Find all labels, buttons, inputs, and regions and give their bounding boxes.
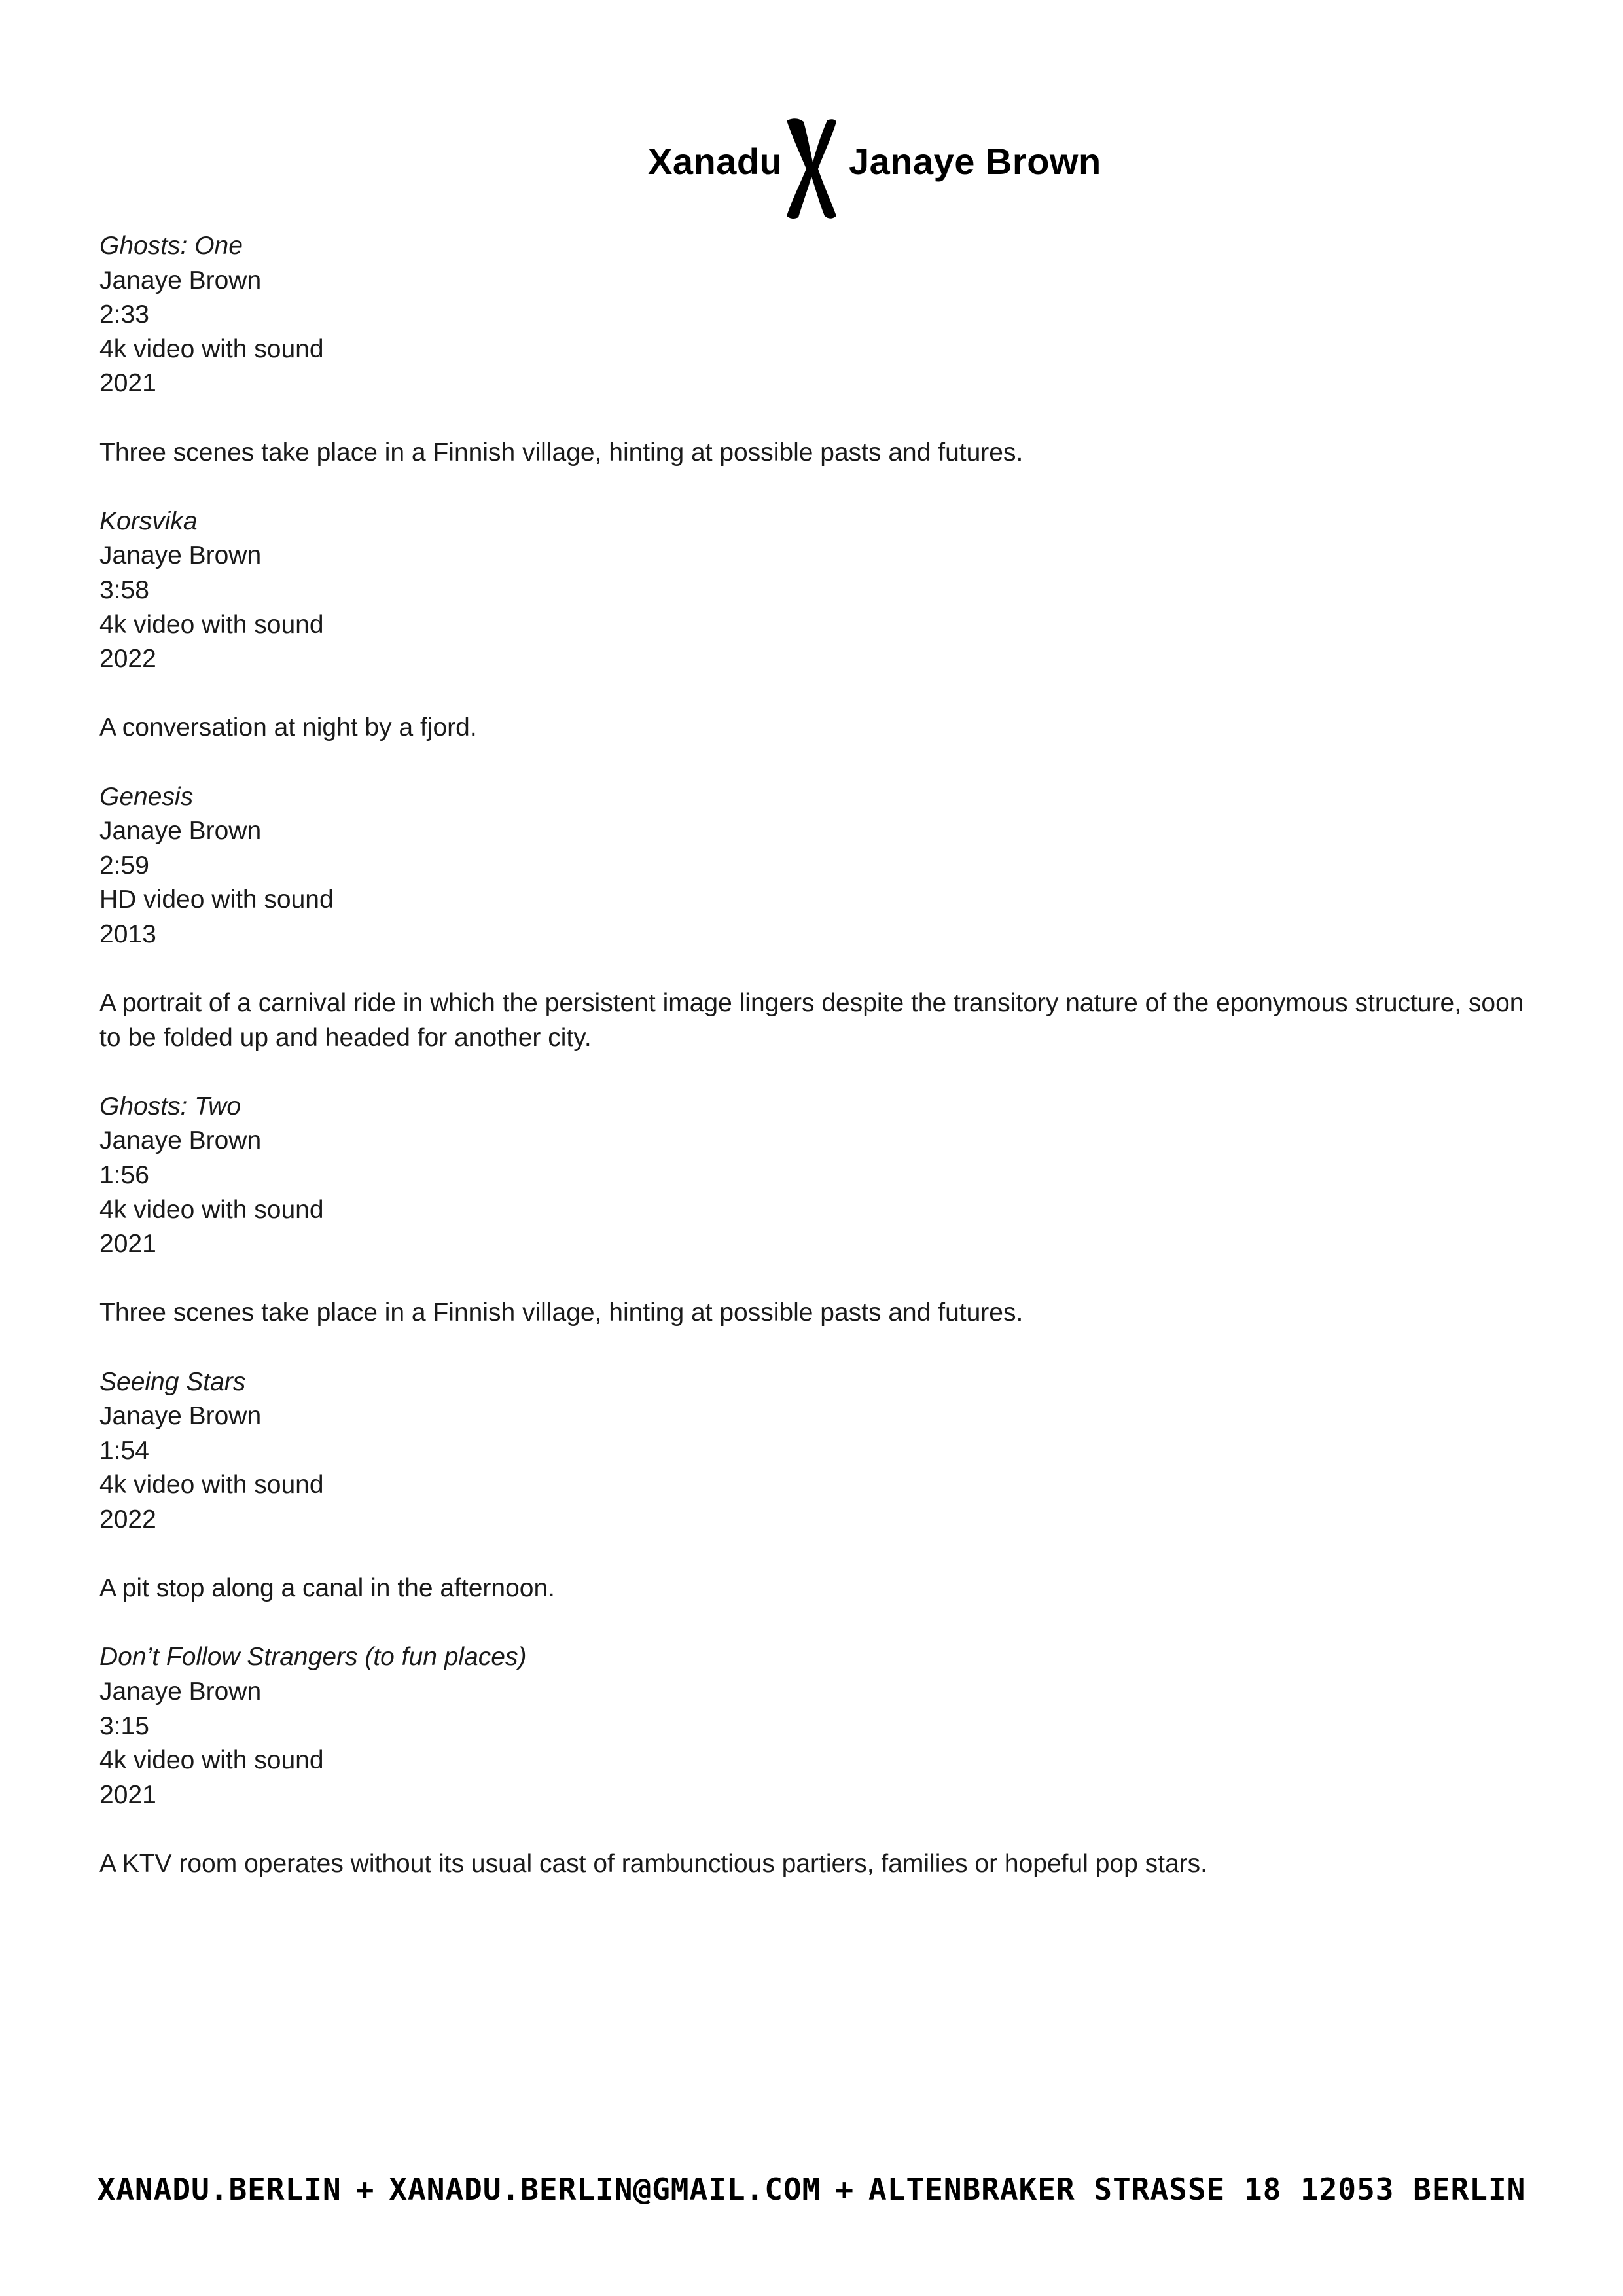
work-artist: Janaye Brown — [99, 817, 262, 846]
work-description: A portrait of a carnival ride in which the persistent image lingers despite the transitory nature of the eponymous structure, soon to be folded up and headed for another city. — [99, 989, 1524, 1052]
work-year: 2021 — [99, 369, 156, 398]
footer-separator: + — [835, 2172, 855, 2207]
work-duration: 2:33 — [99, 300, 149, 329]
work-duration: 1:56 — [99, 1161, 149, 1190]
work-artist: Janaye Brown — [99, 541, 262, 570]
footer-separator: + — [355, 2172, 375, 2207]
work-year: 2022 — [99, 645, 156, 673]
work-duration: 3:15 — [99, 1712, 149, 1740]
work-title: Korsvika — [99, 507, 198, 535]
work-duration: 3:58 — [99, 575, 149, 604]
work-medium: 4k video with sound — [99, 334, 324, 363]
work-medium: 4k video with sound — [99, 1746, 324, 1775]
work-medium: HD video with sound — [99, 886, 334, 914]
gallery-name: Xanadu — [648, 141, 783, 182]
work-duration: 2:59 — [99, 851, 149, 880]
work-title: Don’t Follow Strangers (to fun places) — [99, 1643, 527, 1672]
footer-email-link[interactable]: XANADU.BERLIN@GMAIL.COM — [389, 2172, 821, 2207]
work-description: Three scenes take place in a Finnish village, hinting at possible pasts and futures. — [99, 1299, 1024, 1327]
work-description: A conversation at night by a fjord. — [99, 713, 477, 742]
work-artist: Janaye Brown — [99, 266, 262, 295]
footer-website-link[interactable]: XANADU.BERLIN — [97, 2172, 342, 2207]
work-duration: 1:54 — [99, 1436, 149, 1465]
works-list — [99, 229, 1526, 1916]
page-header — [0, 111, 1623, 223]
work-year: 2021 — [99, 1230, 156, 1259]
work-medium: 4k video with sound — [99, 1471, 324, 1499]
work-artist: Janaye Brown — [99, 1677, 262, 1706]
work-title: Seeing Stars — [99, 1367, 246, 1396]
artist-name: Janaye Brown — [849, 141, 1101, 182]
work-entry — [99, 780, 1526, 1056]
work-description: A KTV room operates without its usual cast of rambunctious partiers, families or hopeful pop stars. — [99, 1849, 1207, 1878]
work-year: 2022 — [99, 1505, 156, 1534]
work-artist: Janaye Brown — [99, 1402, 262, 1431]
page-footer — [0, 2170, 1623, 2209]
work-entry — [99, 1640, 1526, 1881]
work-title: Genesis — [99, 782, 194, 811]
footer-address: ALTENBRAKER STRASSE 18 12053 BERLIN — [868, 2172, 1526, 2207]
work-entry — [99, 1365, 1526, 1606]
work-medium: 4k video with sound — [99, 610, 324, 639]
work-year: 2021 — [99, 1780, 156, 1809]
work-description: A pit stop along a canal in the afternoon. — [99, 1574, 556, 1603]
work-title: Ghosts: One — [99, 232, 243, 260]
x-logo-icon — [784, 117, 838, 221]
work-description: Three scenes take place in a Finnish village, hinting at possible pasts and futures. — [99, 438, 1024, 467]
work-medium: 4k video with sound — [99, 1195, 324, 1224]
work-entry — [99, 1090, 1526, 1331]
work-entry — [99, 229, 1526, 470]
work-year: 2013 — [99, 920, 156, 948]
work-title: Ghosts: Two — [99, 1092, 241, 1121]
work-entry — [99, 505, 1526, 745]
work-artist: Janaye Brown — [99, 1126, 262, 1155]
